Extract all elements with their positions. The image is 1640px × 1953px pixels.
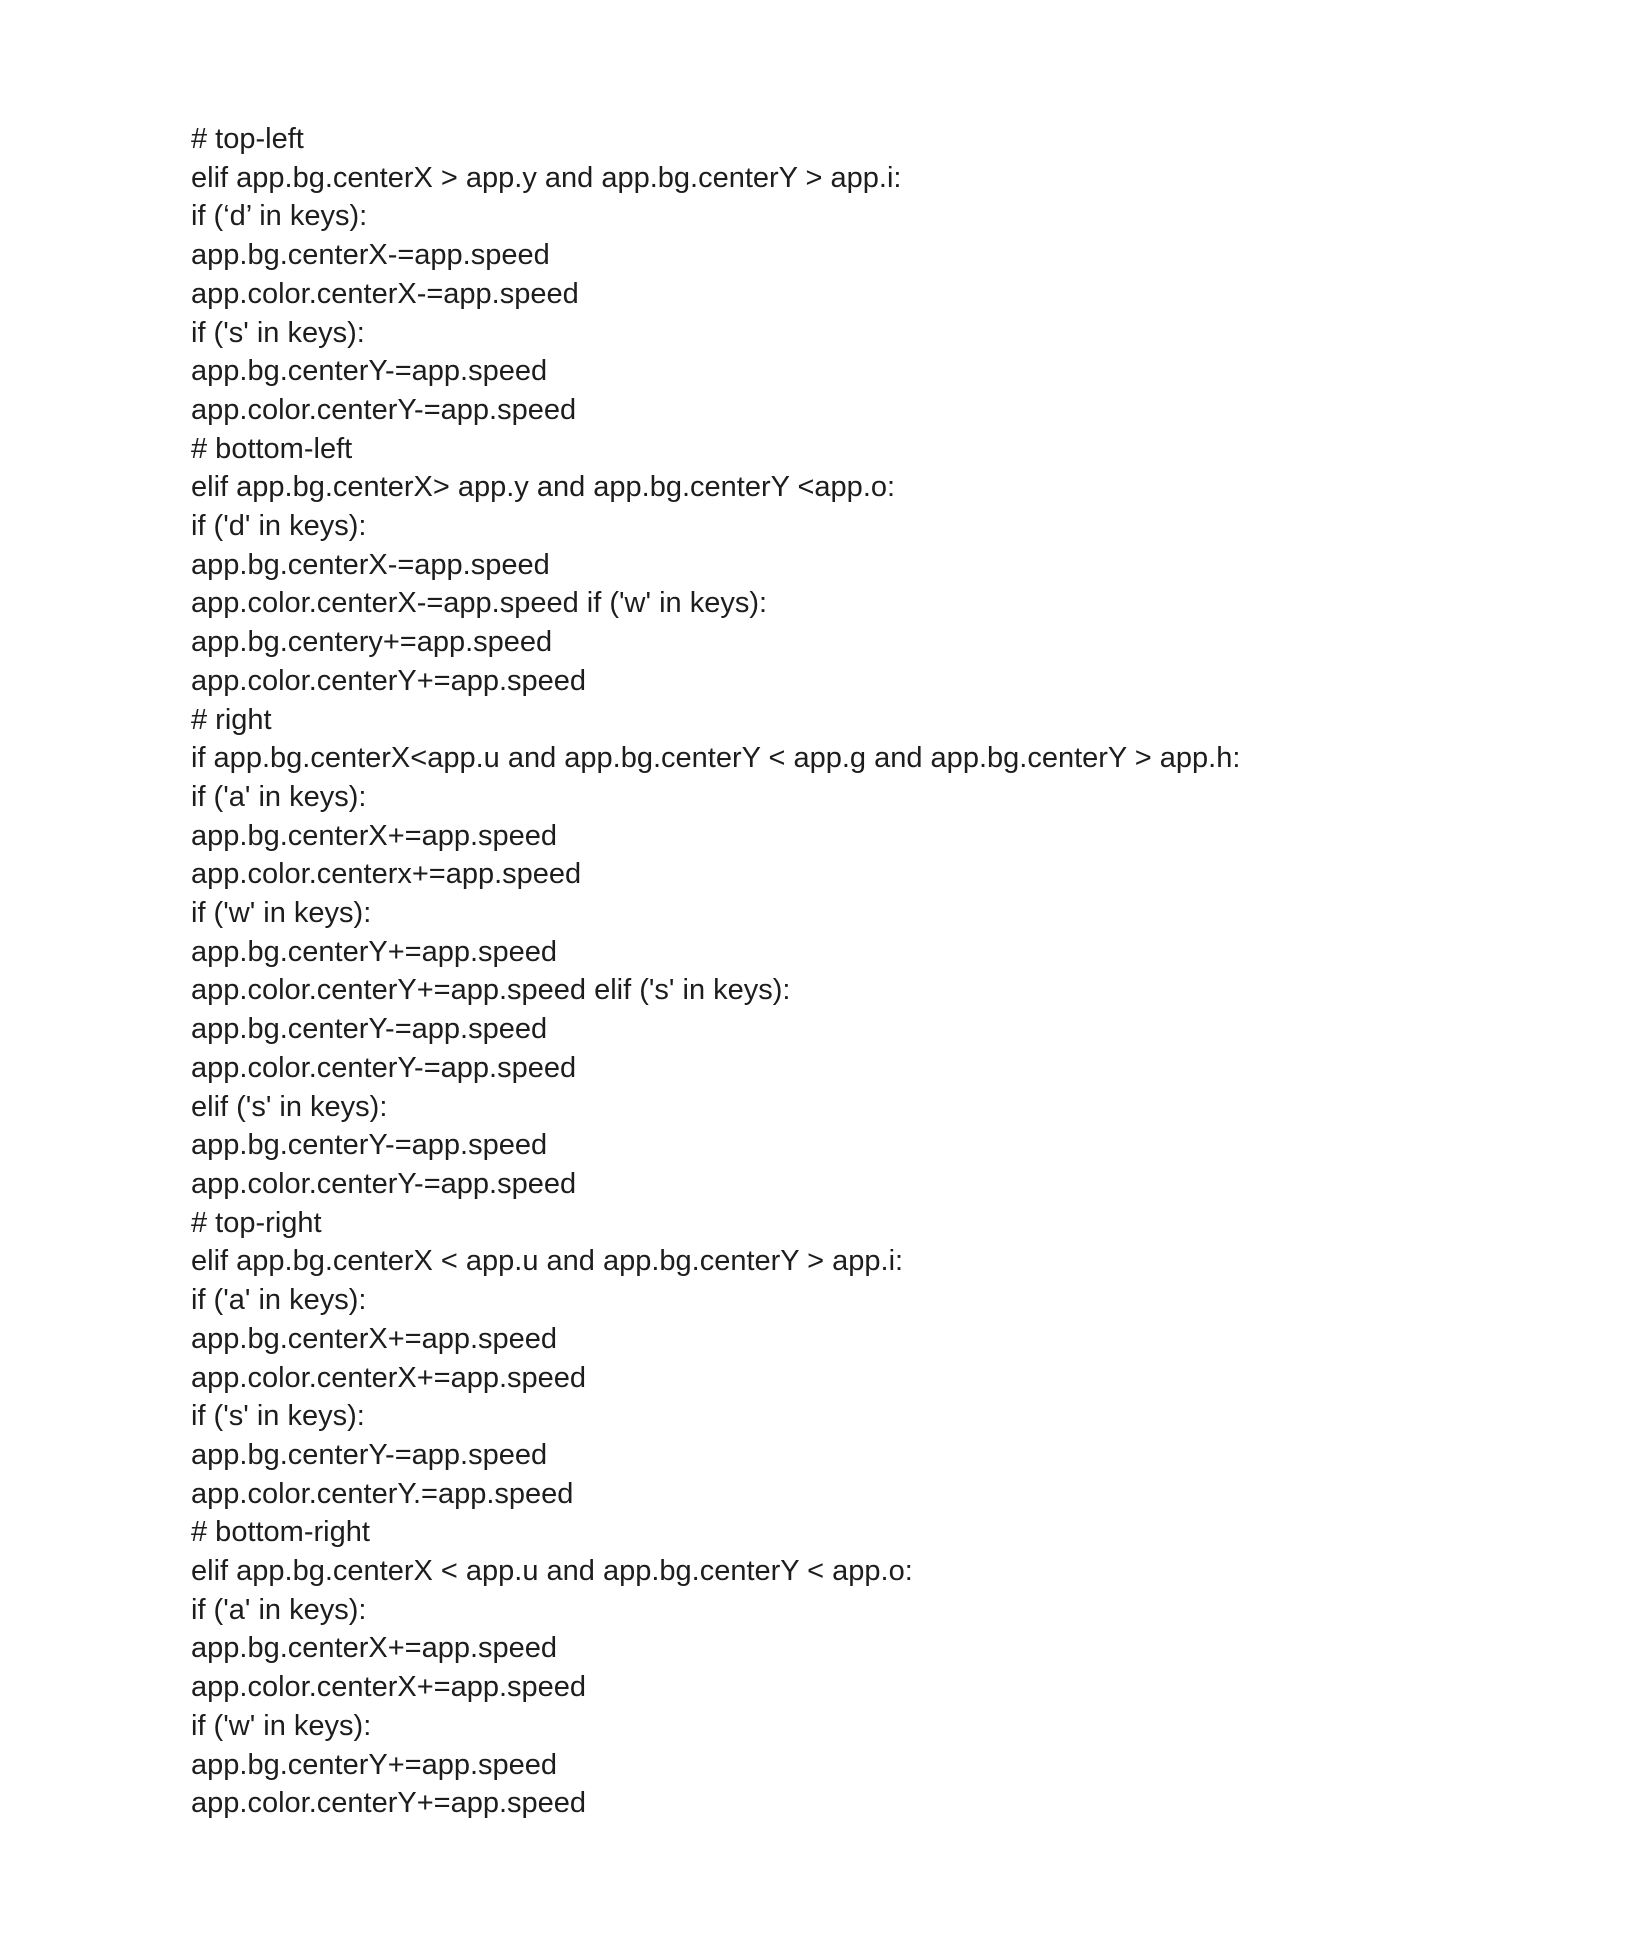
- code-line: if ('s' in keys):: [191, 316, 365, 349]
- comment-line: # top-right: [191, 1206, 322, 1239]
- code-line: app.color.centerY-=app.speed: [191, 393, 577, 426]
- code-line: app.bg.centerX+=app.speed: [191, 819, 558, 852]
- code-line: app.bg.centerY-=app.speed: [191, 1013, 548, 1046]
- code-line: if (‘d’ in keys):: [191, 200, 368, 233]
- code-line: app.bg.centerX+=app.speed: [191, 1632, 558, 1665]
- comment-line: # bottom-left: [191, 432, 353, 465]
- code-line: app.bg.centerX+=app.speed: [191, 1322, 558, 1355]
- code-line: app.color.centerX-=app.speed if ('w' in keys):: [191, 587, 768, 620]
- code-line: app.bg.centerY+=app.speed: [191, 1748, 558, 1781]
- code-line: if app.bg.centerX<app.u and app.bg.centerY < app.g and app.bg.centerY > app.h:: [191, 742, 1241, 775]
- code-line: app.color.centerY+=app.speed elif ('s' in keys):: [191, 974, 791, 1007]
- code-line: app.color.centerY-=app.speed: [191, 1051, 577, 1084]
- code-line: if ('s' in keys):: [191, 1400, 365, 1433]
- code-line: app.bg.centerY-=app.speed: [191, 1129, 548, 1162]
- code-line: elif app.bg.centerX > app.y and app.bg.centerY > app.i:: [191, 161, 902, 194]
- code-line: if ('a' in keys):: [191, 1284, 367, 1317]
- code-line: app.color.centerY.=app.speed: [191, 1477, 574, 1510]
- code-line: app.bg.centerY+=app.speed: [191, 935, 558, 968]
- code-line: app.bg.centerX-=app.speed: [191, 548, 550, 581]
- code-line: app.color.centerY+=app.speed: [191, 1787, 587, 1820]
- code-line: app.bg.centerY-=app.speed: [191, 1438, 548, 1471]
- code-line: if ('a' in keys):: [191, 780, 367, 813]
- code-line: if ('a' in keys):: [191, 1593, 367, 1626]
- code-line: app.bg.centerY-=app.speed: [191, 355, 548, 388]
- code-line: app.color.centerY+=app.speed: [191, 664, 587, 697]
- code-line: app.color.centerX+=app.speed: [191, 1671, 587, 1704]
- code-line: elif ('s' in keys):: [191, 1090, 388, 1123]
- comment-line: # bottom-right: [191, 1516, 370, 1549]
- code-line: if ('w' in keys):: [191, 1709, 372, 1742]
- code-line: app.bg.centery+=app.speed: [191, 626, 553, 659]
- code-line: app.color.centerX-=app.speed: [191, 277, 579, 310]
- code-line: app.color.centerX+=app.speed: [191, 1361, 587, 1394]
- code-listing: [191, 120, 1591, 1823]
- code-line: app.bg.centerX-=app.speed: [191, 239, 550, 272]
- code-line: if ('w' in keys):: [191, 897, 372, 930]
- comment-line: # right: [191, 703, 272, 736]
- code-line: app.color.centerx+=app.speed: [191, 858, 582, 891]
- code-line: app.color.centerY-=app.speed: [191, 1167, 577, 1200]
- code-line: elif app.bg.centerX> app.y and app.bg.centerY <app.o:: [191, 471, 896, 504]
- comment-line: # top-left: [191, 123, 304, 155]
- code-line: elif app.bg.centerX < app.u and app.bg.centerY < app.o:: [191, 1555, 913, 1588]
- code-line: elif app.bg.centerX < app.u and app.bg.centerY > app.i:: [191, 1245, 904, 1278]
- code-line: if ('d' in keys):: [191, 510, 367, 543]
